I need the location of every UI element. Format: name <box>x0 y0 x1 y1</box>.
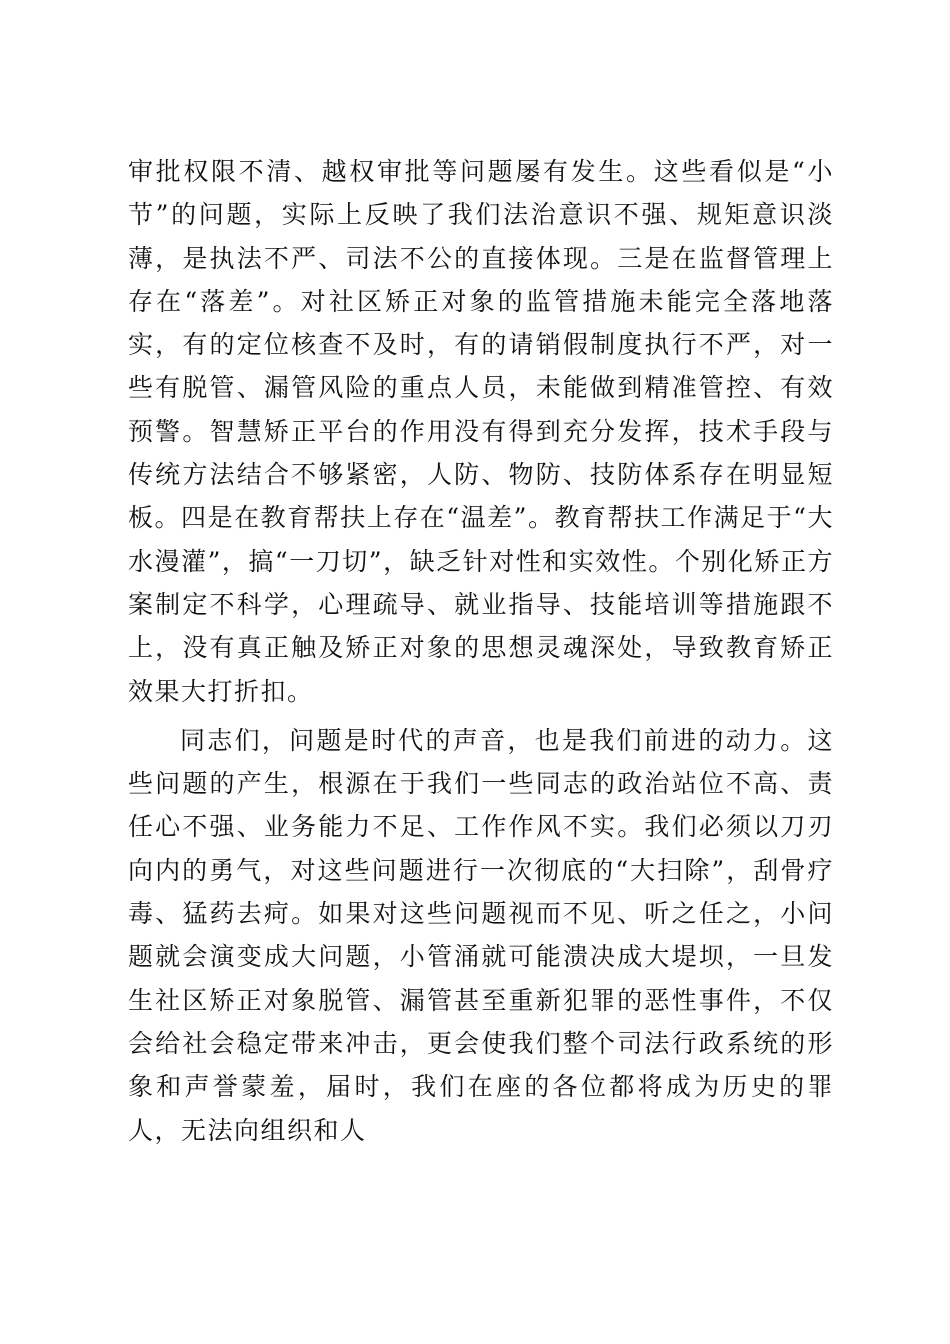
paragraph-comrades: 同志们，问题是时代的声音，也是我们前进的动力。这些问题的产生，根源在于我们一些同志的政治站位不高、责任心不强、业务能力不足、工作作风不实。我们必须以刀刃向内的勇气，对这些问题进行一次彻底的“大扫除”，刮骨疗毒、猛药去疴。如果对这些问题视而不见、听之任之，小问题就会演变成大问题，小管涌就可能溃决成大堤坝，一旦发生社区矫正对象脱管、漏管甚至重新犯罪的恶性事件，不仅会给社会稳定带来冲击，更会使我们整个司法行政系统的形象和声誉蒙羞，届时，我们在座的各位都将成为历史的罪人，无法向组织和人 <box>128 725 834 1145</box>
document-body <box>128 150 834 1152</box>
paragraph-continued: 审批权限不清、越权审批等问题屡有发生。这些看似是“小节”的问题，实际上反映了我们法治意识不强、规矩意识淡薄，是执法不严、司法不公的直接体现。三是在监督管理上存在“落差”。对社区矫正对象的监管措施未能完全落地落实，有的定位核查不及时，有的请销假制度执行不严，对一些有脱管、漏管风险的重点人员，未能做到精准管控、有效预警。智慧矫正平台的作用没有得到充分发挥，技术手段与传统方法结合不够紧密，人防、物防、技防体系存在明显短板。四是在教育帮扶上存在“温差”。教育帮扶工作满足于“大水漫灌”，搞“一刀切”，缺乏针对性和实效性。个别化矫正方案制定不科学，心理疏导、就业指导、技能培训等措施跟不上，没有真正触及矫正对象的思想灵魂深处，导致教育矫正效果大打折扣。 <box>128 157 834 706</box>
